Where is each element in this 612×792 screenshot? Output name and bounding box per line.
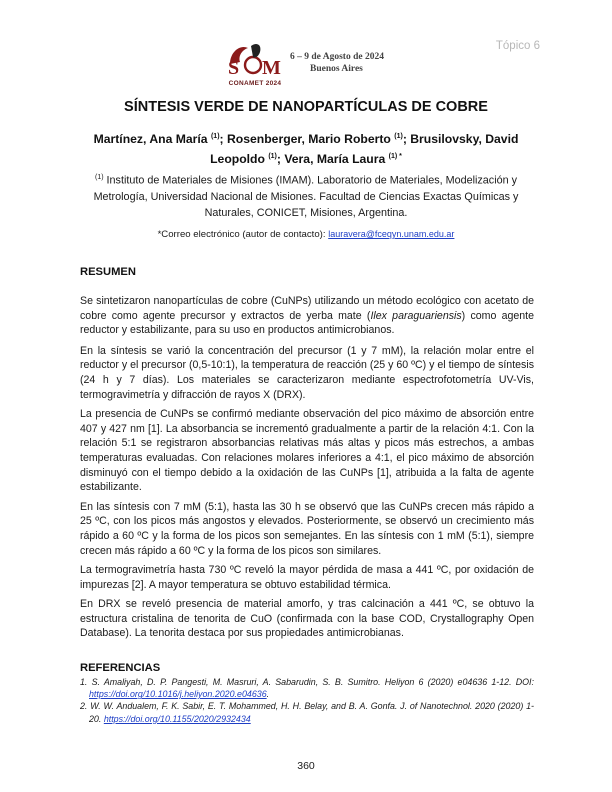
reference-text: 2. W. W. Andualem, F. K. Sabir, E. T. Mohammed, H. H. Belay, and B. A. Gonfa. J. of Nanotechnol. 2020 (2020) 1-20. bbox=[80, 701, 534, 724]
section-heading-resumen: RESUMEN bbox=[80, 266, 136, 278]
author-affiliation-mark: (1) bbox=[394, 133, 403, 140]
svg-text:M: M bbox=[262, 57, 281, 79]
author-name: ; Vera, María Laura bbox=[276, 152, 389, 167]
contact-label: *Correo electrónico (autor de contacto): bbox=[157, 229, 329, 240]
paper-title: SÍNTESIS VERDE DE NANOPARTÍCULAS DE COBRE bbox=[124, 99, 488, 115]
logo-subtitle: CONAMET 2024 bbox=[228, 80, 282, 87]
reference-doi-link[interactable]: https://doi.org/10.1016/j.heliyon.2020.e04636 bbox=[89, 689, 267, 700]
reference-doi-link[interactable]: https://doi.org/10.1155/2020/2932434 bbox=[103, 713, 251, 724]
paragraph-text: ) como agente reductor y estabilizante, para su uso en productos antimicrobianos. bbox=[80, 309, 535, 337]
paragraph-text: Se sintetizaron nanopartículas de cobre (CuNPs) utilizando un método ecológico con acetato de cobre como agente precursor y extractos de yerba mate ( bbox=[80, 295, 534, 322]
contact-email-link[interactable]: lauravera@fceqyn.unam.edu.ar bbox=[328, 229, 455, 239]
reference-text: 1. S. Amaliyah, D. P. Pangesti, M. Masruri, A. Sabarudin, S. B. Sumitro. Heliyon 6 (2020) e04636 1-12. DOI: bbox=[80, 677, 534, 687]
author-name: ; Rosenberger, Mario Roberto bbox=[219, 132, 395, 147]
reference-list bbox=[80, 676, 534, 725]
reference-item bbox=[80, 676, 534, 700]
abstract-paragraph: La presencia de CuNPs se confirmó mediante observación del pico máximo de absorción entre 407 y 427 nm [1]. La absorbancia se incrementó gradualmente a partir de la relación 4:1. Con la relación 5:1 se registraron absorbancias relativas más altas y picos más estrechos, a ambas temperaturas evaluadas. Con relaciones molares inferiores a 4:1, el pico máximo de absorción disminuyó con el tiempo debido a la oxidación de las CuNPs [1], atribuida a la falta de agente estabilizante. bbox=[80, 408, 534, 494]
reference-item bbox=[80, 700, 534, 724]
topic-label: Tópico 6 bbox=[495, 40, 540, 52]
species-name: Ilex paraguariensis bbox=[370, 309, 462, 322]
author-affiliation-mark: (1) bbox=[210, 133, 220, 140]
reference-text: . bbox=[266, 689, 270, 700]
page-number: 360 bbox=[297, 760, 315, 772]
author-affiliation-mark: (1) bbox=[268, 153, 277, 161]
author-list bbox=[70, 128, 542, 168]
section-heading-referencias: REFERENCIAS bbox=[80, 662, 161, 674]
abstract-paragraph bbox=[80, 294, 534, 338]
conamet-logo bbox=[226, 38, 284, 86]
event-date: 6 – 9 de Agosto de 2024 bbox=[290, 52, 384, 62]
svg-text:S: S bbox=[228, 57, 240, 79]
abstract-body bbox=[80, 294, 534, 646]
abstract-paragraph: En la síntesis se varió la concentración del precursor (1 y 7 mM), la relación molar entre el reductor y el precursor (0,5-10:1), la temperatura de reacción (25 y 60 ºC) y el tiempo de síntesis (24 h y 7 días). Los materiales se caracterizaron mediante espectrofotometría UV-Vis, termogravimetría y difracción de rayos X (DRX). bbox=[80, 344, 534, 401]
affiliation bbox=[70, 170, 542, 221]
author-affiliation-mark: (1) * bbox=[388, 153, 402, 161]
author-name: Martínez, Ana María bbox=[93, 132, 211, 147]
abstract-paragraph: En las síntesis con 7 mM (5:1), hasta las 30 h se observó que las CuNPs crecen más rápido a 25 ºC, con los picos más angostos y elevados. Posteriormente, se observó un crecimiento más rápido a 60 ºC y la forma de los picos son semejantes. En las síntesis con 1 mM (5:1), siempre crecen más rápido a 60 ºC y la forma de los picos son similares. bbox=[80, 500, 534, 557]
abstract-paragraph: La termogravimetría hasta 730 ºC reveló la mayor pérdida de masa a 441 ºC, por oxidación de impurezas [2]. A mayor temperatura se obtuvo estabilidad térmica. bbox=[80, 564, 534, 591]
contact-line bbox=[0, 229, 612, 240]
affiliation-text: Instituto de Materiales de Misiones (IMAM). Laboratorio de Materiales, Modelización y Metrología, Universidad Nacional de Misiones. Facultad de Ciencias Exactas Químicas y Naturales, CONICET, Misiones, Argentina. bbox=[93, 174, 519, 219]
affiliation-mark: (1) bbox=[94, 174, 104, 181]
author-name: ; Brusilovsky, David Leopoldo bbox=[210, 132, 519, 167]
abstract-paragraph: En DRX se reveló presencia de material amorfo, y tras calcinación a 441 ºC, se obtuvo la estructura cristalina de tenorita de CuO (confirmada con la base COD, Crystallography Open Database). La tenorita destaca por sus propiedades antimicrobianas. bbox=[80, 598, 534, 640]
event-place: Buenos Aires bbox=[310, 64, 363, 74]
